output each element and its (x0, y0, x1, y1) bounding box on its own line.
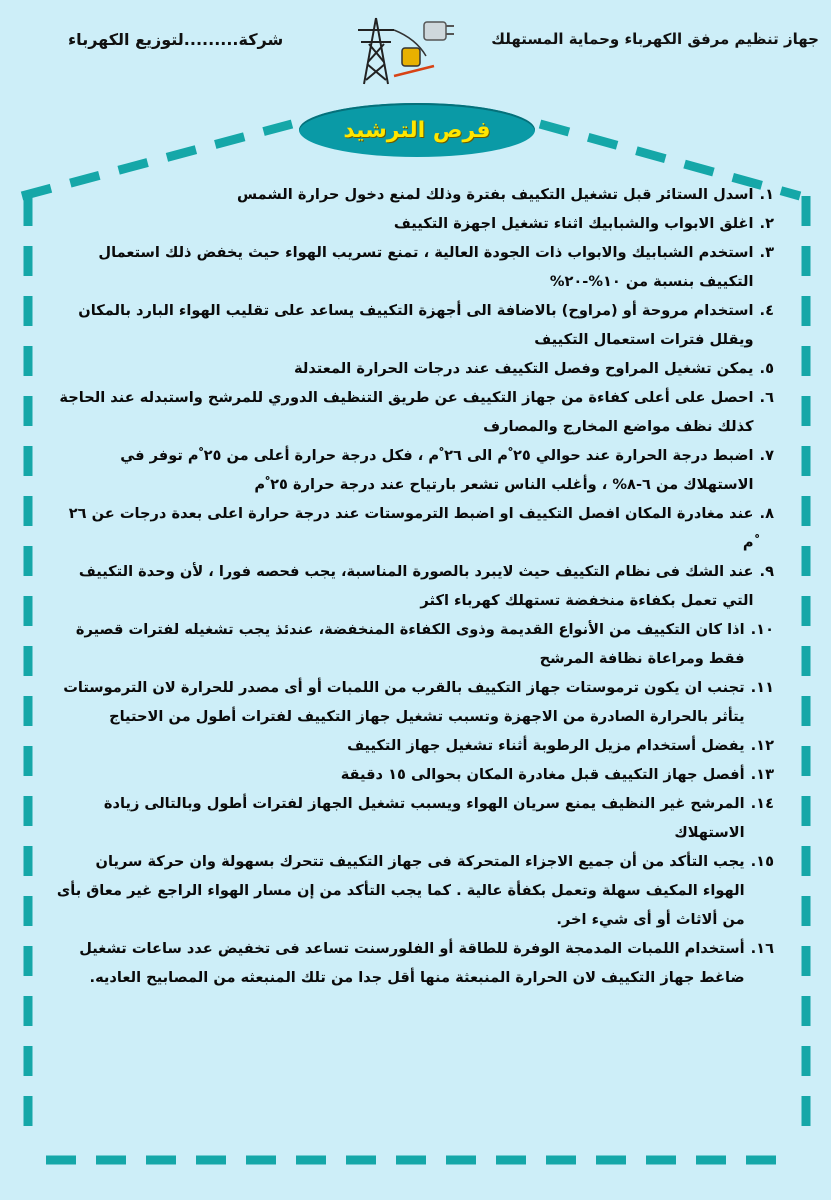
tip-text: عند الشك فى نظام التكييف حيث لايبرد بالصورة المناسبة، يجب فحصه فورا ، لأن وحدة التكييف التي تعمل بكفاءة منخفضة تستهلك كهرباء اكثر (78, 563, 754, 609)
tip-number: ٦. (759, 389, 774, 406)
tip-item (56, 354, 774, 383)
tip-item (56, 238, 774, 296)
tips-list (56, 180, 774, 992)
tip-item (56, 615, 774, 673)
tip-text: استخدم الشبابيك والابواب ذات الجودة العالية ، تمنع تسريب الهواء حيث يخفض ذلك استعمال التكييف بنسبة من ١٠%-٢٠% (98, 244, 754, 290)
tip-number: ١٤. (750, 795, 774, 812)
tip-number: ٢. (759, 215, 774, 232)
tip-item (56, 934, 774, 992)
tip-number: ٥. (759, 360, 774, 377)
tip-item (56, 557, 774, 615)
tip-item (56, 760, 774, 789)
power-tower-plug-logo (354, 14, 460, 86)
page-title: فرص الترشيد (343, 117, 491, 143)
tip-text: احصل على أعلى كفاءة من جهاز التكييف عن طريق التنظيف الدوري للمرشح واستبدله عند الحاجة كذلك نظف مواضع المخارج والمصارف (59, 389, 754, 435)
tip-text: اغلق الابواب والشبابيك اثناء تشغيل اجهزة التكييف (393, 215, 754, 232)
tip-text: يفضل أستخدام مزيل الرطوبة أثناء تشغيل جهاز التكييف (347, 737, 745, 754)
tip-item (56, 383, 774, 441)
tip-text: عند مغادرة المكان افصل التكييف او اضبط الترموستات عند درجة حرارة اعلى بعدة درجات عن ٢٦ ْم (68, 505, 754, 551)
tip-number: ٤. (759, 302, 774, 319)
tip-number: ١٥. (750, 853, 774, 870)
tip-item (56, 209, 774, 238)
tip-text: اذا كان التكييف من الأنواع القديمة وذوى الكفاءة المنخفضة، عندئذ يجب تشغيله لفترات قصيرة فقط ومراعاة نظافة المرشح (75, 621, 745, 667)
tip-item (56, 499, 774, 557)
tip-text: أستخدام اللمبات المدمجة الوفرة للطاقة أو الفلورسنت تساعد فى تخفيض عدد ساعات تشغيل ضاغط جهاز التكييف لان الحرارة المنبعثة منها أقل جدا من تلك المنبعثه من المصابيح العاديه. (79, 940, 745, 986)
tip-text: تجنب ان يكون ترموستات جهاز التكييف بالقرب من اللمبات أو أى مصدر للحرارة لان الترموستات يتأثر بالحرارة الصادرة من الاجهزة وتسبب تشغيل جهاز التكييف لفترات أطول من الاحتياج (63, 679, 745, 725)
tip-number: ١٠. (750, 621, 774, 638)
tip-number: ١٢. (750, 737, 774, 754)
company-name: شركة.........لتوزيع الكهرباء (68, 30, 284, 49)
tip-text: يجب التأكد من أن جميع الاجزاء المتحركة فى جهاز التكييف تتحرك بسهولة وان حركة سريان الهواء المكيف سهلة وتعمل بكفأة عالية . كما يجب التأكد من إن مسار الهواء الراجع غير معاق بأى من ألاثاث أو أى شيء اخر. (56, 853, 745, 928)
tip-number: ١٣. (750, 766, 774, 783)
tip-number: ١٦. (750, 940, 774, 957)
tip-item (56, 673, 774, 731)
authority-name: جهاز تنظيم مرفق الكهرباء وحماية المستهلك (491, 30, 819, 48)
tip-number: ٧. (759, 447, 774, 464)
page-header (0, 0, 831, 100)
tip-item (56, 847, 774, 934)
tip-number: ٨. (759, 505, 774, 522)
tip-text: استخدام مروحة أو (مراوح) بالاضافة الى أجهزة التكييف يساعد على تقليب الهواء البارد بالمكان ويقلل فترات استعمال التكييف (78, 302, 754, 348)
tips-content (56, 180, 774, 992)
tip-number: ١. (759, 186, 774, 203)
tip-number: ١١. (750, 679, 774, 696)
tip-item (56, 731, 774, 760)
tip-text: أفصل جهاز التكييف قبل مغادرة المكان بحوالى ١٥ دقيقة (340, 766, 745, 783)
tip-text: اضبط درجة الحرارة عند حوالي ٢٥ ْم الى ٢٦ ْم ، فكل درجة حرارة أعلى من ٢٥ ْم توفر في الاستهلاك من ٦-٨% ، وأغلب الناس تشعر بارتياح عند درجة حرارة ٢٥ ْم (120, 447, 754, 493)
tip-text: المرشح غير النظيف يمنع سريان الهواء ويسبب تشغيل الجهاز لفترات أطول وبالتالى زيادة الاستهلاك (103, 795, 745, 841)
title-banner (299, 103, 535, 157)
tip-text: يمكن تشغيل المراوح وفصل التكييف عند درجات الحرارة المعتدلة (294, 360, 754, 377)
tip-item (56, 296, 774, 354)
tip-item (56, 789, 774, 847)
tip-text: اسدل الستائر قبل تشغيل التكييف بفترة وذلك لمنع دخول حرارة الشمس (237, 186, 754, 203)
tip-item (56, 180, 774, 209)
tip-number: ٣. (759, 244, 774, 261)
tip-number: ٩. (759, 563, 774, 580)
tip-item (56, 441, 774, 499)
